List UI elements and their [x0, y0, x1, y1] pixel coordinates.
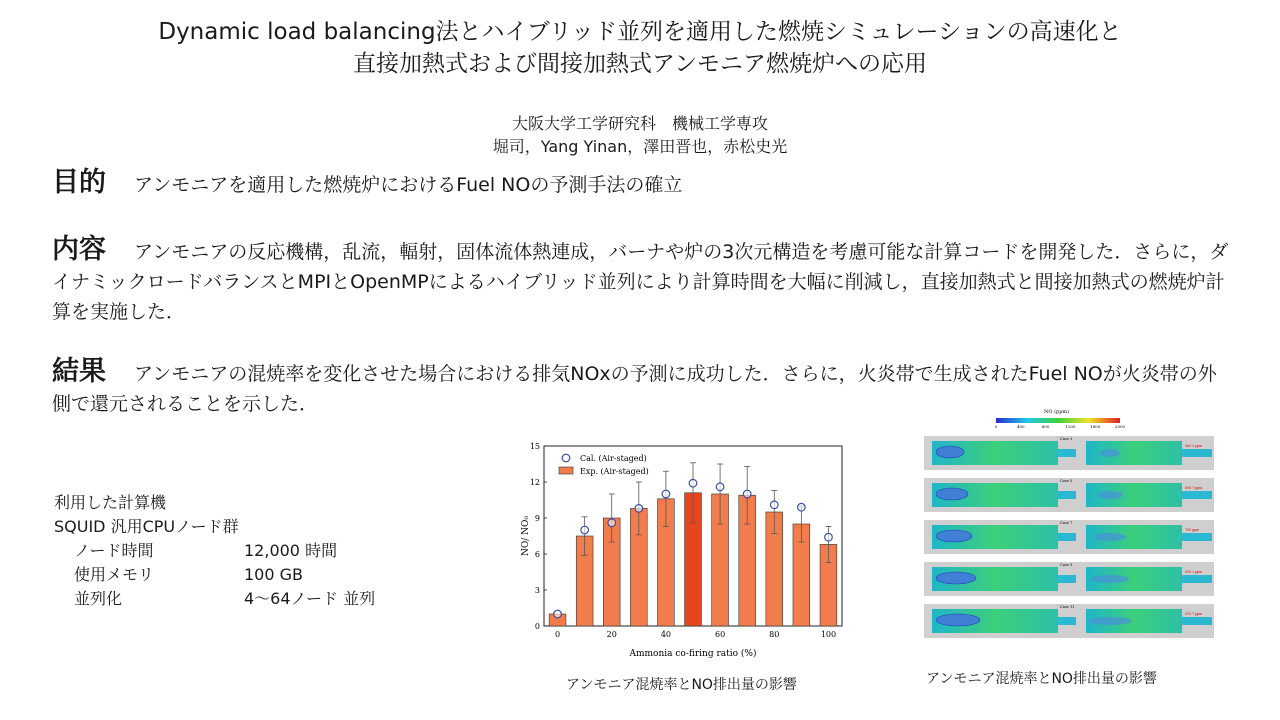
compute-value: 12,000 時間 [244, 541, 338, 560]
x-tick-label: 40 [660, 630, 672, 639]
case-label: Case 9 [1060, 563, 1073, 567]
y-tick-label: 6 [534, 550, 540, 559]
case-outlet-value: 705 ppm [1185, 528, 1200, 532]
compute-row-parallel [54, 587, 375, 611]
y-tick-label: 9 [534, 514, 540, 523]
simulation-caption: アンモニア混焼率とNO排出量の影響 [926, 671, 1157, 687]
colorbar [996, 418, 1120, 423]
section-result-head: 結果 [52, 356, 106, 387]
case-outlet-value: 693.2 ppm [1185, 570, 1203, 574]
case-panel [924, 478, 1214, 512]
y-tick-label: 3 [534, 586, 540, 595]
point-cal [770, 501, 778, 509]
point-cal [798, 503, 806, 511]
case-outlet-value: 693.7 ppm [1185, 486, 1203, 490]
y-tick-label: 15 [529, 442, 540, 451]
point-cal [825, 533, 833, 541]
flame-zone [936, 446, 964, 458]
affiliation-authors: 堀司，Yang Yinan，澤田晋也，赤松史光 [492, 137, 788, 156]
colorbar-ticks [995, 424, 1126, 429]
compute-title: 利用した計算機 [54, 493, 167, 512]
x-tick-label: 80 [769, 630, 780, 639]
furnace-connector [1058, 575, 1076, 583]
case-panel [924, 562, 1214, 596]
chart-caption: アンモニア混焼率とNO排出量の影響 [566, 677, 797, 693]
flame-zone [936, 572, 976, 584]
colorbar-tick-label: 1200 [1065, 424, 1076, 429]
furnace-connector [1058, 491, 1076, 499]
point-cal [716, 483, 724, 491]
point-cal [608, 519, 616, 527]
point-cal [635, 505, 643, 513]
compute-row-memory [54, 563, 375, 587]
section-content [52, 235, 1232, 327]
section-purpose-text: アンモニアを適用した燃焼炉におけるFuel NOの予測手法の確立 [134, 174, 683, 196]
legend-cal-label: Cal. (Air-staged) [580, 454, 647, 463]
section-purpose [52, 168, 1232, 200]
simulation-cases [924, 436, 1214, 638]
title-line-1: Dynamic load balancing法とハイブリッド並列を適用した燃焼シミュレーションの高速化と [158, 19, 1122, 45]
y-tick-label: 12 [529, 478, 540, 487]
flame-zone-right [1094, 533, 1126, 541]
colorbar-tick-label: 1600 [1090, 424, 1101, 429]
legend-exp-label: Exp. (Air-staged) [580, 467, 649, 476]
x-axis-label: Ammonia co-firing ratio (%) [629, 649, 757, 659]
flame-zone [936, 488, 968, 500]
section-content-head: 内容 [52, 234, 106, 265]
compute-system: SQUID 汎用CPUノード群 [54, 517, 239, 536]
colorbar-tick-label: 400 [1016, 424, 1025, 429]
y-tick-label: 0 [534, 622, 540, 631]
section-content-text: アンモニアの反応機構，乱流，輻射，固体流体熱連成，バーナや炉の3次元構造を考慮可能な計算コードを開発した．さらに，ダイナミックロードバランスとMPIとOpenMPによるハイブリッド並列により計算時間を大幅に削減し，直接加熱式と間接加熱式の燃焼炉計算を実施した． [52, 241, 1229, 323]
colorbar-tick-label: 2000 [1114, 424, 1126, 429]
point-cal [554, 610, 562, 618]
furnace-connector [1058, 533, 1076, 541]
case-label: Case 7 [1060, 521, 1073, 525]
point-cal [689, 479, 697, 487]
furnace-outlet [1182, 617, 1212, 625]
y-axis-label: NO/ NO₀ [521, 515, 531, 557]
case-outlet-value: 515.7 ppm [1185, 612, 1203, 616]
compute-value: 100 GB [244, 565, 303, 584]
compute-label: ノード時間 [74, 541, 154, 560]
point-cal [662, 490, 670, 498]
x-tick-label: 0 [554, 630, 561, 639]
flame-zone [936, 530, 972, 542]
flame-zone [936, 614, 980, 626]
flame-zone-right [1097, 491, 1123, 499]
affiliation-org: 大阪大学工学研究科 機械工学専攻 [511, 114, 768, 133]
case-label: Case 11 [1060, 605, 1075, 609]
furnace-outlet [1182, 575, 1212, 583]
compute-resources [54, 491, 375, 611]
compute-label: 並列化 [74, 589, 123, 608]
compute-value: 4〜64ノード 並列 [244, 589, 376, 608]
furnace-outlet [1182, 533, 1212, 541]
compute-row-node-hours [54, 539, 375, 563]
case-label: Case 3 [1060, 437, 1073, 441]
case-panel [924, 436, 1214, 470]
simulation-contour-figure [910, 408, 1226, 648]
x-tick-label: 60 [714, 630, 726, 639]
affiliation [0, 112, 1280, 158]
section-result-text: アンモニアの混焼率を変化させた場合における排気NOxの予測に成功した．さらに，火炎帯で生成されたFuel NOが火炎帯の外側で還元されることを示した． [52, 363, 1217, 415]
title-line-2: 直接加熱式および間接加熱式アンモニア燃焼炉への応用 [352, 51, 928, 77]
flame-zone-right [1100, 449, 1120, 457]
furnace-connector [1058, 617, 1076, 625]
section-purpose-head: 目的 [52, 167, 106, 198]
flame-zone-right [1088, 617, 1132, 625]
colorbar-tick-label: 800 [1041, 424, 1050, 429]
case-panel [924, 604, 1214, 638]
no-ratio-bar-chart [520, 440, 850, 660]
x-tick-label: 100 [820, 630, 837, 639]
x-tick-label: 20 [606, 630, 617, 639]
case-outlet-value: 562.3 ppm [1185, 444, 1203, 448]
furnace-outlet [1182, 491, 1212, 499]
legend-exp-marker [559, 467, 573, 474]
furnace-connector [1058, 449, 1076, 457]
point-cal [581, 526, 589, 534]
compute-label: 使用メモリ [74, 565, 155, 584]
case-panel [924, 520, 1214, 554]
furnace-outlet [1182, 449, 1212, 457]
case-label: Case 5 [1060, 479, 1073, 483]
flame-zone-right [1091, 575, 1129, 583]
poster-title [0, 16, 1280, 80]
point-cal [743, 490, 751, 498]
colorbar-tick-label: 0 [994, 424, 998, 429]
colorbar-title: NO (ppm) [1044, 409, 1070, 415]
